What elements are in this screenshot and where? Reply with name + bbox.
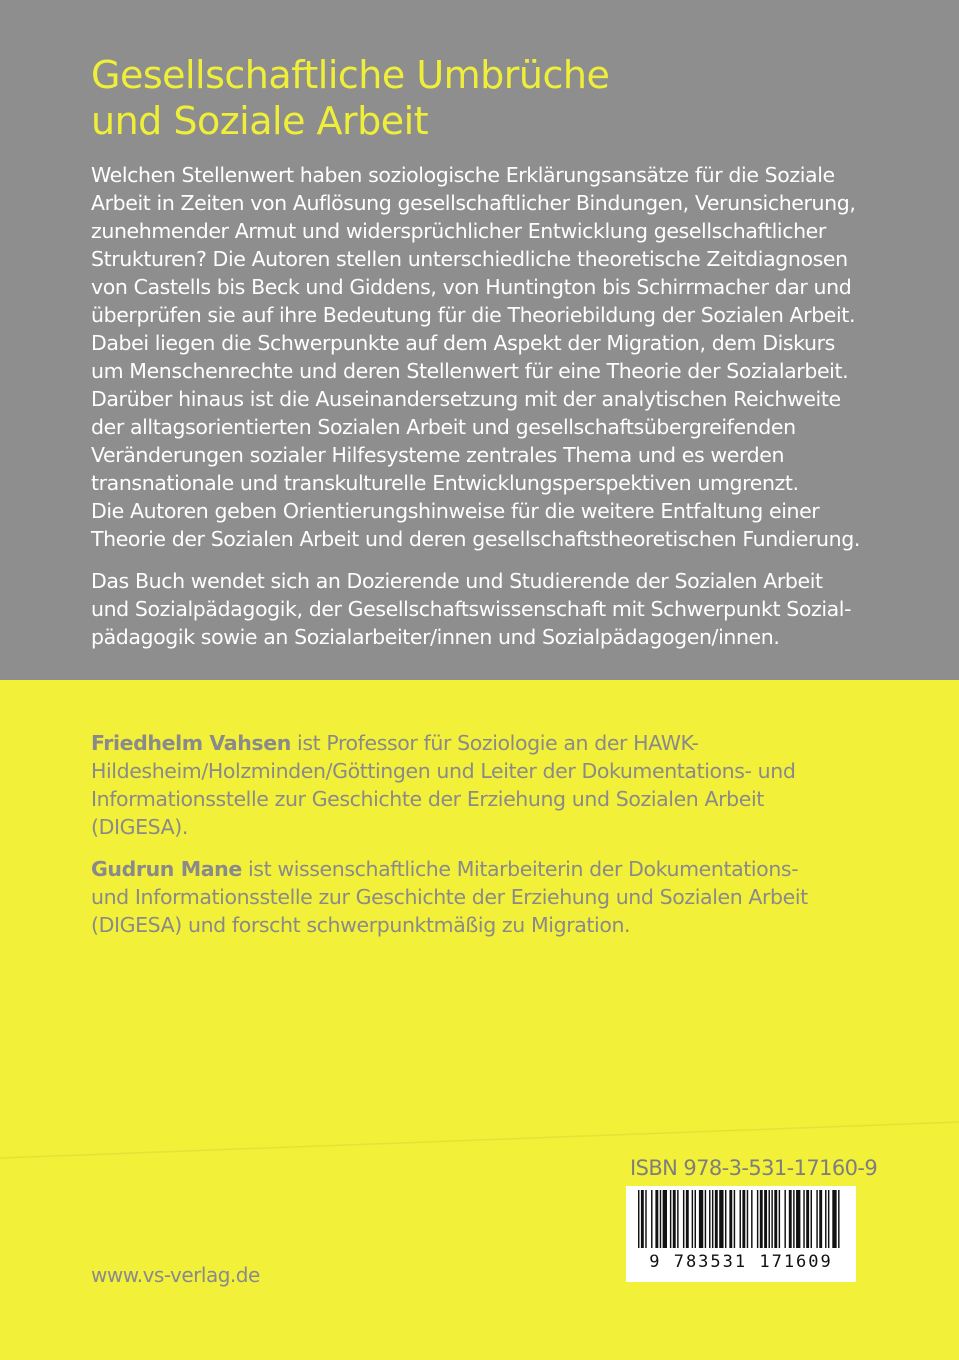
author-1-text: ist Professor für Soziologie an der HAWK-: [290, 731, 699, 755]
title-line-2: und Soziale Arbeit: [91, 99, 429, 143]
description-line: der alltagsorientierten Sozialen Arbeit und gesellschaftsübergreifenden: [91, 415, 796, 439]
author-1-line: (DIGESA).: [91, 815, 188, 839]
barcode-bar: [806, 1190, 809, 1248]
barcode-bar: [660, 1190, 661, 1248]
barcode-bars: [636, 1190, 846, 1252]
barcode-bar: [699, 1190, 703, 1248]
barcode-bar: [715, 1190, 718, 1248]
barcode-bar: [655, 1190, 658, 1248]
barcode-bar: [838, 1190, 839, 1248]
author-2-text: ist wissenschaftliche Mitarbeiterin der Dokumentations-: [241, 857, 799, 881]
barcode-bar: [769, 1190, 770, 1248]
barcode-bar: [740, 1190, 741, 1248]
barcode-bar: [638, 1190, 639, 1248]
publisher-website[interactable]: www.vs-verlag.de: [91, 1263, 260, 1287]
author-2-name: Gudrun Mane: [91, 857, 242, 881]
author-2-line: (DIGESA) und forscht schwerpunktmäßig zu Migration.: [91, 913, 631, 937]
barcode: [626, 1186, 856, 1282]
barcode-bar: [789, 1190, 792, 1248]
barcode-bar: [734, 1190, 735, 1248]
barcode-bar: [692, 1190, 693, 1248]
barcode-bar: [686, 1190, 689, 1248]
barcode-bar: [828, 1190, 829, 1248]
barcode-bar: [796, 1190, 800, 1248]
author-1-line: Hildesheim/Holzminden/Göttingen und Leiter der Dokumentations- und: [91, 759, 796, 783]
barcode-bar: [712, 1190, 713, 1248]
barcode-bar: [641, 1190, 644, 1248]
author-bios: [91, 729, 911, 939]
barcode-bar: [757, 1190, 758, 1248]
author-1-line: Informationsstelle zur Geschichte der Erziehung und Sozialen Arbeit: [91, 787, 764, 811]
barcode-digits: 9 783531 171609: [649, 1252, 833, 1272]
title-line-1: Gesellschaftliche Umbrüche: [91, 53, 610, 97]
barcode-bar: [729, 1190, 732, 1248]
isbn-label: ISBN 978-3-531-17160-9: [630, 1156, 878, 1180]
author-1-line: [91, 729, 911, 757]
barcode-bar: [677, 1190, 678, 1248]
barcode-bar: [695, 1190, 696, 1248]
barcode-bar: [709, 1190, 710, 1248]
barcode-bar: [819, 1190, 822, 1248]
barcode-bar: [725, 1190, 726, 1248]
description-line: Die Autoren geben Orientierungshinweise für die weitere Entfaltung einer: [91, 499, 820, 523]
barcode-bar: [832, 1190, 836, 1248]
barcode-bar: [779, 1190, 780, 1248]
barcode-bar: [705, 1190, 706, 1248]
description-line: überprüfen sie auf ihre Bedeutung für die Theoriebildung der Sozialen Arbeit.: [91, 303, 856, 327]
description-line: Strukturen? Die Autoren stellen unterschiedliche theoretische Zeitdiagnosen: [91, 247, 848, 271]
barcode-bar: [825, 1190, 826, 1248]
barcode-bar: [747, 1190, 748, 1248]
barcode-bar: [670, 1190, 671, 1248]
description-line: Arbeit in Zeiten von Auflösung gesellschaftlicher Bindungen, Verunsicherung,: [91, 191, 856, 215]
author-2-line: [91, 855, 911, 883]
description-line: Dabei liegen die Schwerpunkte auf dem Aspekt der Migration, dem Diskurs: [91, 331, 835, 355]
book-title: [91, 52, 609, 144]
barcode-bar: [760, 1190, 763, 1248]
barcode-bar: [774, 1190, 777, 1248]
description-line: zunehmender Armut und widersprüchlicher Entwicklung gesellschaftlicher: [91, 219, 826, 243]
barcode-bar: [663, 1190, 667, 1248]
audience-line: und Sozialpädagogik, der Gesellschaftswissenschaft mit Schwerpunkt Sozial-: [91, 597, 852, 621]
barcode-bar: [803, 1190, 804, 1248]
barcode-bar: [742, 1190, 745, 1248]
description-line: Darüber hinaus ist die Auseinandersetzung mit der analytischen Reichweite: [91, 387, 841, 411]
barcode-bar: [673, 1190, 676, 1248]
barcode-bar: [784, 1190, 785, 1248]
barcode-bar: [645, 1190, 646, 1248]
barcode-bar: [651, 1190, 652, 1248]
barcode-bar: [811, 1190, 812, 1248]
book-description: [91, 161, 911, 651]
paragraph-gap: [91, 553, 911, 567]
description-line: transnationale und transkulturelle Entwicklungsperspektiven umgrenzt.: [91, 471, 799, 495]
description-line: von Castells bis Beck und Giddens, von Huntington bis Schirrmacher dar und: [91, 275, 852, 299]
description-line: Welchen Stellenwert haben soziologische Erklärungsansätze für die Soziale: [91, 163, 835, 187]
paragraph-gap: [91, 841, 911, 855]
audience-line: Das Buch wendet sich an Dozierende und Studierende der Sozialen Arbeit: [91, 569, 823, 593]
audience-line: pädagogik sowie an Sozialarbeiter/innen und Sozialpädagogen/innen.: [91, 625, 780, 649]
author-1-name: Friedhelm Vahsen: [91, 731, 291, 755]
description-line: Theorie der Sozialen Arbeit und deren gesellschaftstheoretischen Fundierung.: [91, 527, 860, 551]
barcode-bar: [793, 1190, 794, 1248]
description-line: Veränderungen sozialer Hilfesysteme zentrales Thema und es werden: [91, 443, 785, 467]
barcode-bar: [764, 1190, 767, 1248]
cover-fold-line: [0, 1120, 959, 1160]
barcode-bar: [816, 1190, 817, 1248]
barcode-bar: [719, 1190, 723, 1248]
barcode-bar: [683, 1190, 684, 1248]
barcode-bar: [751, 1190, 752, 1248]
description-line: um Menschenrechte und deren Stellenwert für eine Theorie der Sozialarbeit.: [91, 359, 849, 383]
barcode-bar: [771, 1190, 772, 1248]
author-2-line: und Informationsstelle zur Geschichte der Erziehung und Sozialen Arbeit: [91, 885, 808, 909]
